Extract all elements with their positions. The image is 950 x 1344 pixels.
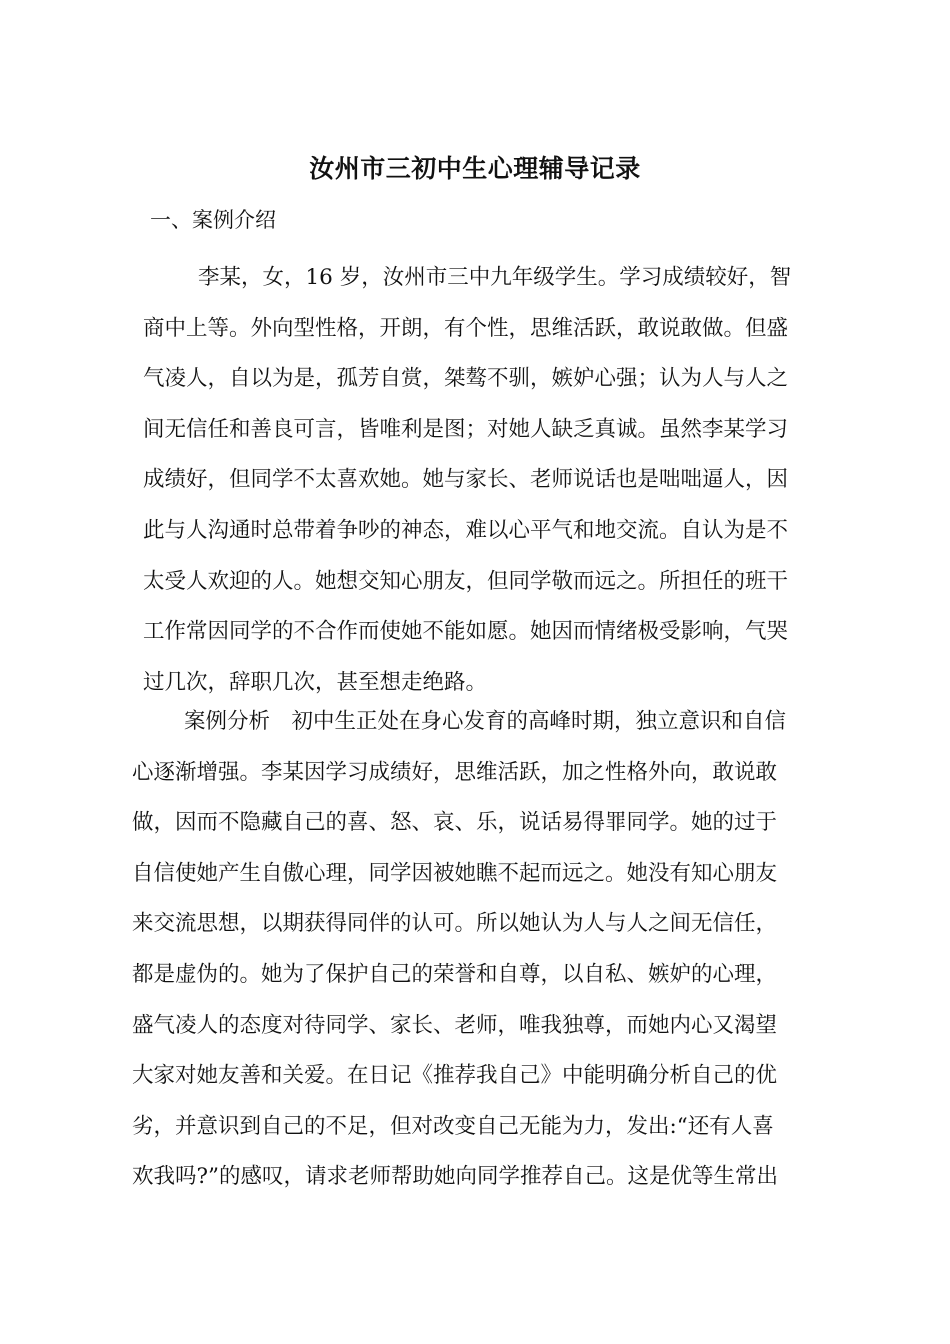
paragraph-line: 此与人沟通时总带着争吵的神态，难以心平气和地交流。自认为是不 xyxy=(143,517,789,543)
paragraph-line: 都是虚伪的。她为了保护自己的荣誉和自尊，以自私、嫉妒的心理， xyxy=(132,961,778,987)
paragraph-line: 商中上等。外向型性格，开朗，有个性，思维活跃，敢说敢做。但盛 xyxy=(143,315,789,341)
case-intro-paragraph xyxy=(143,253,833,708)
paragraph-line: 劣，并意识到自己的不足，但对改变自己无能为力，发出:“还有人喜 xyxy=(132,1113,774,1139)
paragraph-line: 自信使她产生自傲心理，同学因被她瞧不起而远之。她没有知心朋友 xyxy=(132,860,778,886)
paragraph-line: 大家对她友善和关爱。在日记《推荐我自己》中能明确分析自己的优 xyxy=(132,1063,778,1089)
paragraph-line: 欢我吗?”的感叹，请求老师帮助她向同学推荐自己。这是优等生常出 xyxy=(132,1164,779,1190)
paragraph-line: 气凌人，自以为是，孤芳自赏，桀骜不驯，嫉妒心强；认为人与人之 xyxy=(143,366,789,392)
paragraph-line: 来交流思想，以期获得同伴的认可。所以她认为人与人之间无信任， xyxy=(132,911,778,937)
paragraph-line: 工作常因同学的不合作而使她不能如愿。她因而情绪极受影响，气哭 xyxy=(143,619,789,645)
paragraph-line: 过几次，辞职几次，甚至想走绝路。 xyxy=(143,669,488,695)
paragraph-line: 太受人欢迎的人。她想交知心朋友，但同学敬而远之。所担任的班干 xyxy=(143,568,789,594)
paragraph-line: 做，因而不隐藏自己的喜、怒、哀、乐，说话易得罪同学。她的过于 xyxy=(132,810,778,836)
case-analysis-paragraph xyxy=(132,697,832,1203)
paragraph-line: 盛气凌人的态度对待同学、家长、老师，唯我独尊，而她内心又渴望 xyxy=(132,1012,778,1038)
paragraph-line: 成绩好，但同学不太喜欢她。她与家长、老师说话也是咄咄逼人，因 xyxy=(143,467,789,493)
paragraph-line: 间无信任和善良可言，皆唯利是图；对她人缺乏真诚。虽然李某学习 xyxy=(143,416,789,442)
section-heading: 一、案例介绍 xyxy=(150,208,276,232)
paragraph-line: 李某，女，16 岁，汝州市三中九年级学生。学习成绩较好，智 xyxy=(198,265,792,290)
paragraph-line: 案例分析 初中生正处在身心发育的高峰时期，独立意识和自信 xyxy=(184,709,787,734)
document-title: 汝州市三初中生心理辅导记录 xyxy=(309,154,641,183)
paragraph-line: 心逐渐增强。李某因学习成绩好，思维活跃，加之性格外向，敢说敢 xyxy=(132,759,778,785)
